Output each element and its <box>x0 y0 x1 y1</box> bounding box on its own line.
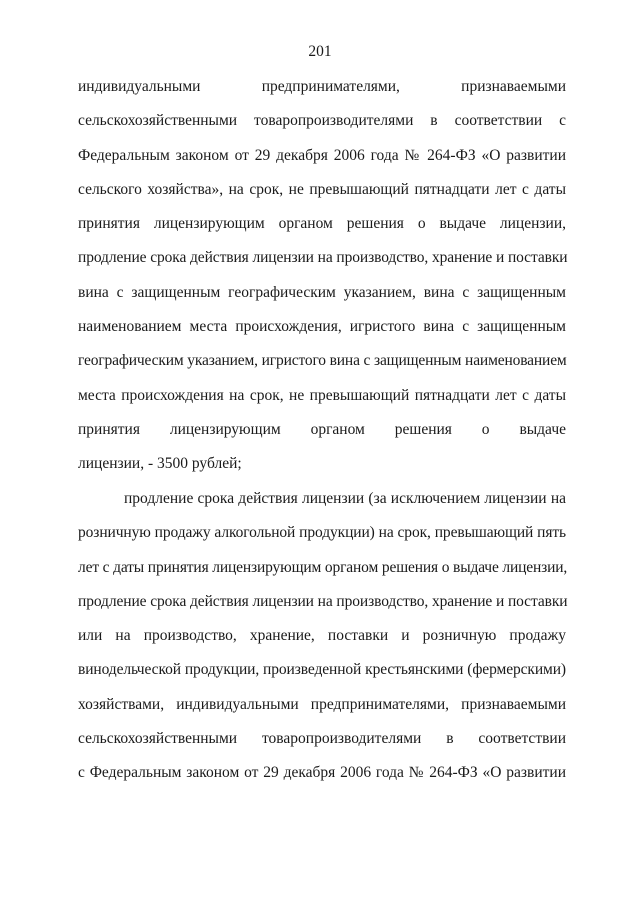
text-line: лет с даты принятия лицензирующим органом решения о выдаче лицензии, <box>78 558 568 576</box>
paragraph-2 <box>78 489 566 798</box>
text-line: продление срока действия лицензии (за исключением лицензии на <box>124 490 566 507</box>
text-line: сельского хозяйства», на срок, не превышающий пятнадцати лет с даты <box>78 180 566 198</box>
text-line: географическим указанием, игристого вина с защищенным наименованием <box>78 352 567 370</box>
text-line: хозяйствами, индивидуальными предпринимателями, признаваемыми <box>78 695 566 713</box>
text-line: продление срока действия лицензии на производство, хранение и поставки <box>78 249 568 267</box>
text-line: розничную продажу алкогольной продукции) на срок, превышающий пять <box>78 524 566 542</box>
text-line: сельскохозяйственными товаропроизводителями в соответствии с <box>78 112 566 130</box>
text-line: винодельческой продукции, произведенной крестьянскими (фермерскими) <box>78 661 566 679</box>
text-line: принятия лицензирующим органом решения о выдаче лицензии, <box>78 215 566 233</box>
text-line: вина с защищенным географическим указанием, вина с защищенным <box>78 283 566 301</box>
text-line: с Федеральным законом от 29 декабря 2006 года № 264-ФЗ «О развитии <box>78 764 566 782</box>
text-line: индивидуальными предпринимателями, признаваемыми <box>78 78 566 95</box>
text-line: принятия лицензирующим органом решения о выдаче <box>78 420 566 438</box>
text-line: лицензии, - 3500 рублей; <box>78 455 242 473</box>
text-line: наименованием места происхождения, игристого вина с защищенным <box>78 318 566 336</box>
page-number: 201 <box>308 43 332 60</box>
text-line: Федеральным законом от 29 декабря 2006 года № 264-ФЗ «О развитии <box>78 146 566 164</box>
paragraph-1 <box>78 77 566 489</box>
text-line: сельскохозяйственными товаропроизводителями в соответствии <box>78 730 566 748</box>
text-line: или на производство, хранение, поставки и розничную продажу <box>78 627 566 645</box>
text-line: продление срока действия лицензии на производство, хранение и поставки <box>78 592 568 610</box>
text-line: места происхождения на срок, не превышающий пятнадцати лет с даты <box>78 386 566 404</box>
